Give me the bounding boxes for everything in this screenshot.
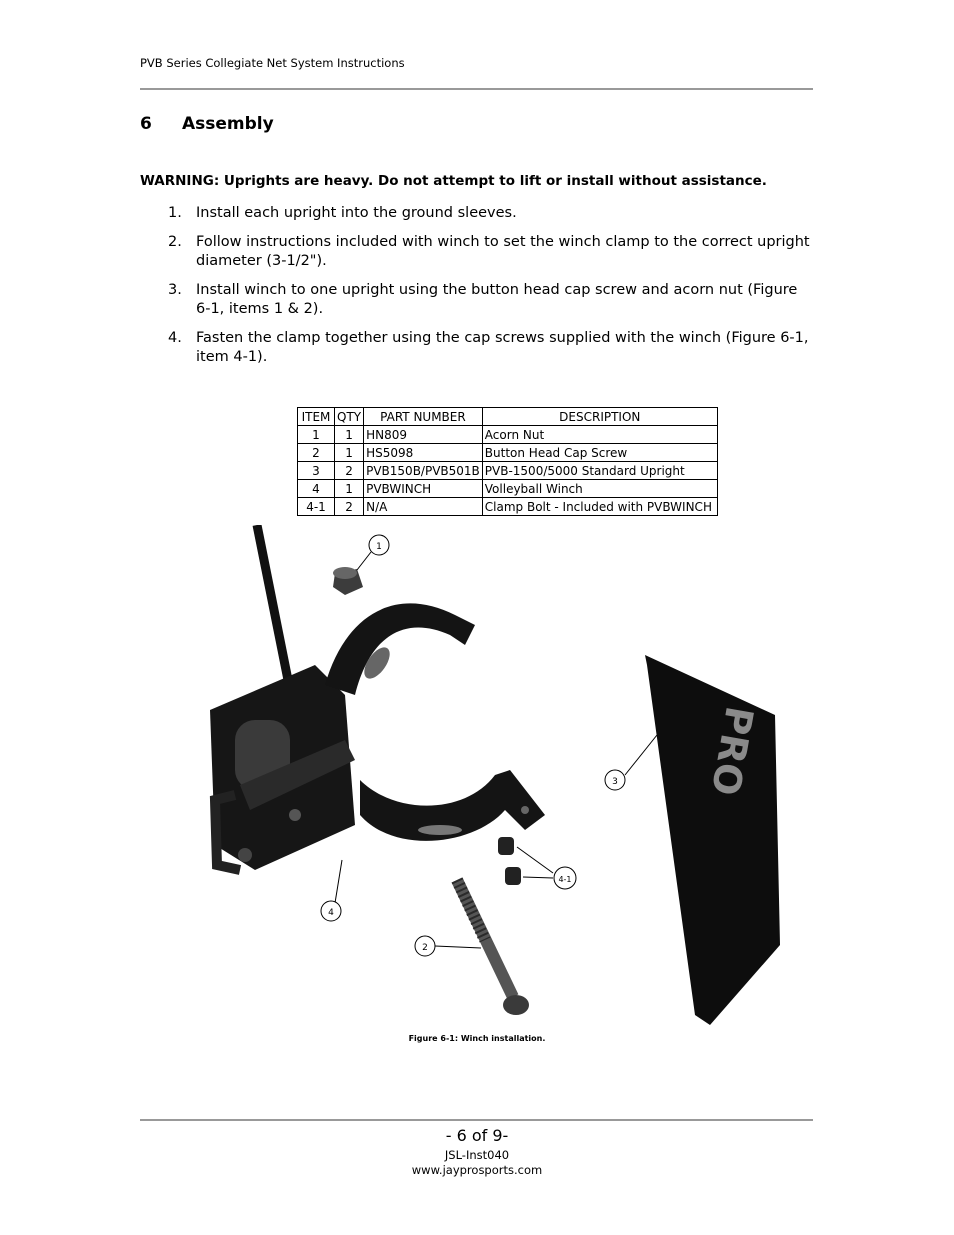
callout-3 bbox=[605, 735, 657, 790]
callout-label: 2 bbox=[422, 943, 428, 953]
winch-installation-figure bbox=[195, 525, 795, 1030]
step-item bbox=[140, 204, 810, 224]
acorn-nut bbox=[333, 567, 363, 595]
table-row bbox=[298, 462, 718, 480]
cell-description: Volleyball Winch bbox=[482, 480, 717, 498]
cell-item: 4 bbox=[298, 480, 335, 498]
table-row bbox=[298, 426, 718, 444]
table-row bbox=[298, 480, 718, 498]
document-id: JSL-Inst040 bbox=[444, 1148, 510, 1162]
cell-part-number: PVBWINCH bbox=[364, 480, 483, 498]
figure-caption: Figure 6-1: Winch installation. bbox=[408, 1034, 546, 1043]
cell-part-number: HN809 bbox=[364, 426, 483, 444]
step-text: Install winch to one upright using the button head cap screw and acorn nut (Figure 6-1, items 1 & 2). bbox=[196, 281, 798, 317]
callout-1 bbox=[357, 535, 389, 570]
col-header-description: DESCRIPTION bbox=[482, 408, 717, 426]
cell-item: 1 bbox=[298, 426, 335, 444]
cell-item: 4-1 bbox=[298, 498, 335, 516]
callout-label: 3 bbox=[612, 777, 618, 787]
cell-qty: 2 bbox=[335, 462, 364, 480]
step-number: 1. bbox=[168, 205, 182, 221]
cell-part-number: N/A bbox=[364, 498, 483, 516]
upright-logo-text: PRO bbox=[702, 703, 762, 799]
table-row bbox=[298, 444, 718, 462]
callout-4-1 bbox=[517, 847, 576, 889]
callout-label: 4-1 bbox=[558, 875, 572, 884]
step-text: Follow instructions included with winch to set the winch clamp to the correct upright diameter (3-1/2"). bbox=[196, 233, 810, 269]
cell-qty: 2 bbox=[335, 498, 364, 516]
cell-description: Acorn Nut bbox=[482, 426, 717, 444]
warning-text: WARNING: Uprights are heavy. Do not attempt to lift or install without assistance. bbox=[140, 173, 767, 189]
step-item bbox=[140, 329, 810, 368]
upright bbox=[645, 655, 780, 1025]
cell-qty: 1 bbox=[335, 444, 364, 462]
header-rule bbox=[140, 88, 813, 90]
running-header: PVB Series Collegiate Net System Instructions bbox=[140, 56, 405, 70]
col-header-qty: QTY bbox=[335, 408, 364, 426]
step-item bbox=[140, 281, 810, 320]
step-number: 3. bbox=[168, 281, 182, 298]
clamp-upper bbox=[325, 603, 475, 695]
step-text: Fasten the clamp together using the cap screws supplied with the winch (Figure 6-1, item 4-1). bbox=[196, 329, 809, 365]
cell-qty: 1 bbox=[335, 426, 364, 444]
cell-description: Button Head Cap Screw bbox=[482, 444, 717, 462]
winch-drawing bbox=[210, 665, 355, 870]
parts-table bbox=[297, 407, 718, 516]
section-heading bbox=[140, 114, 274, 134]
step-number: 2. bbox=[168, 233, 182, 250]
cell-part-number: HS5098 bbox=[364, 444, 483, 462]
col-header-item: ITEM bbox=[298, 408, 335, 426]
col-header-part-number: PART NUMBER bbox=[364, 408, 483, 426]
callout-label: 4 bbox=[328, 908, 334, 918]
step-text: Install each upright into the ground sleeves. bbox=[196, 205, 517, 221]
table-header-row bbox=[298, 408, 718, 426]
footer-rule bbox=[140, 1119, 813, 1121]
cell-description: Clamp Bolt - Included with PVBWINCH bbox=[482, 498, 717, 516]
table-row bbox=[298, 498, 718, 516]
section-number: 6 bbox=[140, 114, 152, 134]
step-item bbox=[140, 233, 810, 272]
cell-description: PVB-1500/5000 Standard Upright bbox=[482, 462, 717, 480]
section-title: Assembly bbox=[182, 114, 274, 134]
cell-item: 2 bbox=[298, 444, 335, 462]
page-number: - 6 of 9- bbox=[445, 1126, 509, 1145]
cell-part-number: PVB150B/PVB501B bbox=[364, 462, 483, 480]
cell-qty: 1 bbox=[335, 480, 364, 498]
callout-2 bbox=[415, 936, 481, 956]
website-url: www.jayprosports.com bbox=[411, 1163, 543, 1177]
assembly-steps bbox=[140, 204, 810, 377]
cell-item: 3 bbox=[298, 462, 335, 480]
clamp-bolts bbox=[498, 837, 521, 885]
step-number: 4. bbox=[168, 329, 182, 346]
callout-label: 1 bbox=[376, 542, 382, 552]
callout-4 bbox=[321, 860, 342, 921]
